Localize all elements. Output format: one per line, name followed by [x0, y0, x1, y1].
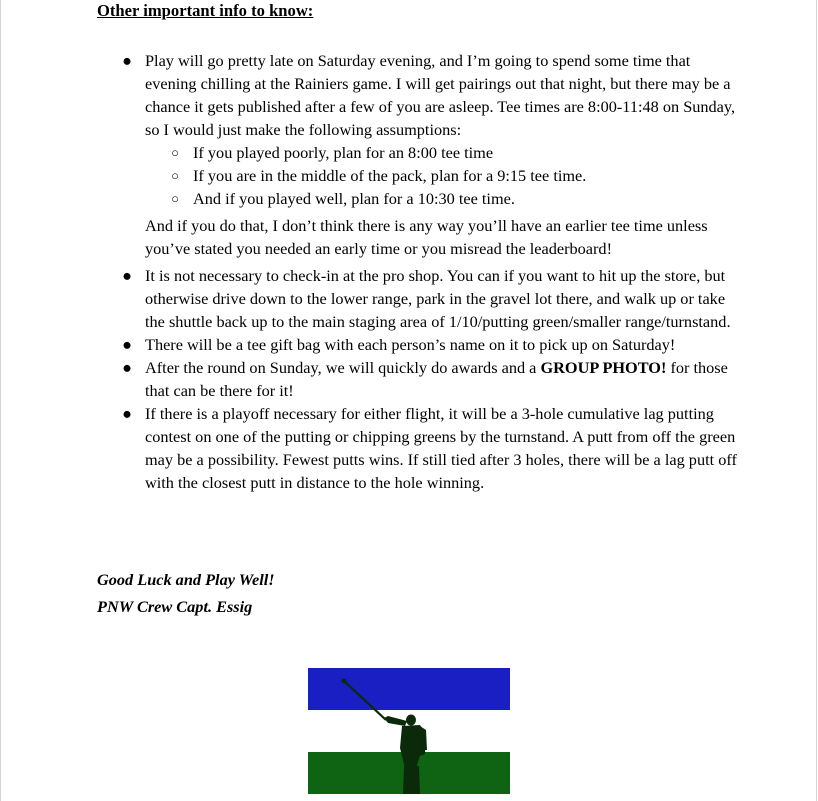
bullet-dot-icon: ●	[122, 404, 132, 423]
bullet-followup-text: And if you do that, I don’t think there is any way you’ll have an earlier tee time unless you’ve stated you needed an early time or you misread the leaderboard!	[145, 216, 708, 258]
bullet-dot-icon: ●	[122, 358, 132, 377]
bullet-item-tee-times	[97, 49, 737, 260]
group-photo-emphasis: GROUP PHOTO!	[540, 358, 667, 377]
bullet-text: There will be a tee gift bag with each person’s name on it to pick up on Saturday!	[145, 335, 676, 354]
sub-bullet-circle-icon: ○	[171, 145, 179, 160]
bullet-text: If there is a playoff necessary for either flight, it will be a 3-hole cumulative lag putting contest on one of the putting or chipping greens by the turnstand. A putt from off the green may be a possibility. Fewest putts wins. If still tied after 3 holes, there will be a lag putt off with the closest putt in distance to the hole winning.	[145, 404, 737, 492]
signoff-line-2: PNW Crew Capt. Essig	[97, 597, 253, 616]
bullet-dot-icon: ●	[122, 51, 132, 70]
page-edge-left	[0, 0, 1, 801]
sub-item-text: And if you played well, plan for a 10:30 tee time.	[193, 189, 515, 208]
signoff-line-1: Good Luck and Play Well!	[97, 570, 275, 589]
sub-item-text: If you played poorly, plan for an 8:00 tee time	[193, 143, 494, 162]
page-edge-right	[816, 0, 817, 801]
golfer-flag-logo	[308, 668, 510, 794]
bullet-item-playoff	[97, 402, 737, 494]
bullet-item-check-in	[97, 264, 737, 333]
bullet-text-after: for those that can be there for it!	[145, 358, 728, 400]
info-bullet-list	[97, 49, 737, 494]
bullet-text: It is not necessary to check-in at the pro shop. You can if you want to hit up the store, but otherwise drive down to the lower range, park in the gravel lot there, and walk up or take the shuttle back up to the main staging area of 1/10/putting green/smaller range/turnstand.	[145, 266, 731, 331]
sub-bullet-circle-icon: ○	[171, 191, 179, 206]
sub-item-text: If you are in the middle of the pack, plan for a 9:15 tee time.	[193, 166, 587, 185]
tee-time-assumptions	[145, 141, 737, 210]
bullet-dot-icon: ●	[122, 266, 132, 285]
bullet-item-awards	[97, 356, 737, 402]
bullet-text-before: After the round on Sunday, we will quickly do awards and a	[145, 358, 541, 377]
sub-item	[145, 164, 737, 187]
section-heading: Other important info to know:	[97, 1, 314, 20]
bullet-text: Play will go pretty late on Saturday evening, and I’m going to spend some time that evening chilling at the Rainiers game. I will get pairings out that night, but there may be a chance it gets published after a few of you are asleep. Tee times are 8:00-11:48 on Sunday, so I would just make the following assumptions:	[145, 51, 736, 139]
bullet-dot-icon: ●	[122, 335, 132, 354]
bullet-item-gift-bag	[97, 333, 737, 356]
sub-item	[145, 141, 737, 164]
sub-item	[145, 187, 737, 210]
sub-bullet-circle-icon: ○	[171, 168, 179, 183]
logo-blue-band	[308, 668, 510, 710]
